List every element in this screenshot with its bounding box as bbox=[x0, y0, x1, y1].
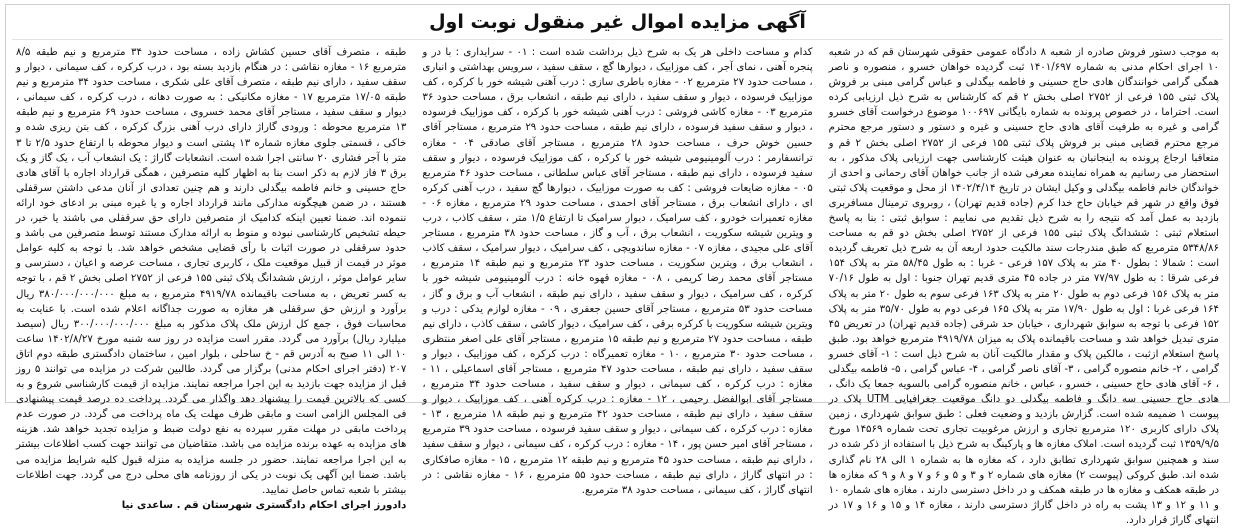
notice-title: آگهی مزایده اموال غیر منقول نوبت اول bbox=[429, 11, 806, 33]
newspaper-notice bbox=[5, 4, 1230, 526]
column-2 bbox=[422, 45, 813, 496]
column-3-text: طبقه ، متصرف آقای حسین کشاش زاده ، مساحت حدود ۳۴ مترمربع و نیم طبقه ۸/۵ مترمربع ۱۶ - مغازه نقاشی : در هنگام بازدید بسته بود ، درب کرکره ، کف سیمانی ، دیوار و سقف سفید ، دارای نیم طبقه ، متصرف آقای علی شکری ، مساحت حدود ۳۴ مترمربع و نیم طبقه ۱۷/۰۵ مترمربع ۱۷ - مغازه مکانیکی : به صورت دهانه ، درب کرکره ، کف سیمانی ، دیوار و سقف سفید ، مستاجر آقای محمد خسروی ، مساحت حدود ۶۹ مترمربع و نیم طبقه ۱۳ مترمربع محوطه : ورودی گاراژ دارای درب آهنی بزرگ کرکره ، کف بتن ریزی شده و خاکی ، قسمتی جلوی مغازه شماره ۱۳ پشتی است و دیوار محوطه با ارتفاع حدود ۲/۵ تا ۳ متر با آجر فشاری ۲۰ سانتی اجرا شده است. انشعابات گاراژ : یک انشعاب آب ، یک گاز و یک برق ۳ فاز لازم به ذکر است بنا به اظهار کلیه متصرفین ، همگی قرارداد اجاره با آقای هادی حاج حسینی و خانم فاطمه بیگدلی دارند و هم چنین تعدادی از آنان مدعی داشتن سرقفلی هستند ، در ضمن هیچگونه مدارکی مانند قرارداد اجاره و یا غیره مبنی بر ادعای خود ارائه ننموده اند. ضمنا تعیین اینکه کدامیک از متصرفین دارای حق سرقفلی می باشند یا خیر، در حیطه تشخیص کارشناسی نبوده و منوط به ارائه مدارک مستند توسط متصرفین می باشد و حدود سرقفلی در صورت اثبات با رأی قضایی مشخص خواهد شد. با توجه به کلیه عوامل موثر در قیمت از قبیل موقعیت ملک ، کاربری تجاری ، مساحت عرصه و اعیان ، دسترسی و سایر عوامل موثر ، ارزش ششدانگ پلاک ثبتی ۱۵۵ فرعی از ۲۷۵۲ اصلی بخش ۲ قم ، با توجه به کسر تعریض ، به مساحت باقیمانده ۴۹۱۹/۷۸ مترمربع ، به مبلغ ۳۸۰/۰۰۰/۰۰۰/۰۰۰ ریال برآورد و ارزش حق سرقفلی هر مغازه به صورت جداگانه اعلام شده است. با عنایت به محاسبات فوق ، جمع کل ارزش ملک پلاک مذکور به مبلغ ۳۰۰/۰۰۰/۰۰۰/۰۰۰ ریال (سیصد میلیارد ریال) برآورد می گردد. مقرر است مزایده در روز سه شنبه مورخ ۱۴۰۲/۸/۲۷ ساعت ۱۰ الی ۱۱ صبح به آدرس قم - خ ساحلی ، بلوار امین ، ساختمان دادگستری طبقه دوم اتاق ۲۰۷ (دفتر اجرای احکام مدنی) برگزار می گردد. طالبین شرکت در مزایده می توانند ۵ روز قبل از مزایده جهت بازدید به این اجرا مراجعه نمایند. مزایده از قیمت کارشناسی شروع و به کسی که بالاترین قیمت را پیشنهاد دهد واگذار می گردد. پرداخت ده درصد قیمت پیشنهادی فی المجلس الزامی است و مابقی ظرف مهلت یک ماه پرداخت می گردد. در صورت عدم پرداخت مابقی در مهلت مقرر سپرده به نفع دولت ضبط و مزایده تجدید خواهد شد. هزینه های مزایده به عهده برنده مزایده می باشد. متقاضیان می توانند جهت کسب اطلاعات بیشتر به این اجرا مراجعه نمایند. حضور در جلسه مزایده به منزله قبول کلیه شرایط مزایده می باشد. ضمنا این آگهی یک نوبت در یکی از روزنامه های محلی درج می گردد. جهت اطلاعات بیشتر با شعبه تماس حاصل نمایید. bbox=[16, 47, 407, 496]
column-2-text: کدام و مساحت داخلی هر یک به شرح ذیل برداشت شده است : ۰۱ - سرایداری : با در و پنجره آهنی ، نمای آجر ، کف موزاییک ، دیوارها گچ ، سقف سفید ، سرویس بهداشتی و انباری ، مساحت حدود ۲۷ مترمربع ۰۲ - مغازه باطری سازی : درب آهنی شیشه خور با کرکره ، کف موزاییک فرسوده ، دیوار و سقف سفید ، دارای نیم طبقه ، انشعاب برق ، مساحت حدود ۳۶ مترمربع ۰۳ - مغازه کاشی فروشی : درب آهنی شیشه خور با کرکره ، کف موزاییک فرسوده ، دیوار و سقف سفید فرسوده ، دارای نیم طبقه ، مساحت حدود ۲۹ مترمربع ، مستاجر آقای حسین خوش حرف ، مساحت حدود ۲۸ مترمربع ، مستاجر آقای صادقی ۰۴ - مغازه ترانسفارمر : درب آلومینیومی شیشه خور با کرکره ، کف موزاییک فرسوده ، دیوار و سقف سفید فرسوده ، دارای نیم طبقه ، مستاجر آقای عباس سلطانی ، مساحت حدود ۴۶ مترمربع ۰۵ - مغازه ضایعات فروشی : کف به صورت موزاییک ، دیوارها گچ سفید ، درب آهنی کرکره ای ، دارای انشعاب برق ، مستاجر آقای احمدی ، مساحت حدود ۲۹ مترمربع ، مغازه ۰۶ - مغازه تعمیرات خودرو ، کف سرامیک ، دیوار سرامیک تا ارتفاع ۱/۵ متر ، سقف کاذب ، درب و ویترین شیشه سکوریت ، انشعاب برق ، آب و گاز ، مساحت حدود ۳۸ مترمربع ، مستاجر آقای علی مجیدی ، مغازه ۰۷ - مغازه ساندویچی ، کف سرامیک ، دیوار سرامیک ، سقف کاذب ، انشعاب برق ، ویترین سکوریت ، مساحت حدود ۲۳ مترمربع و نیم طبقه ۱۴ مترمربع ، مستاجر آقای محمد رضا کریمی ، ۰۸ - مغازه قهوه خانه : درب آلومینیومی شیشه خور با کرکره ، کف سرامیک ، دیوار و سقف سفید ، دارای نیم طبقه ، انشعاب آب و برق و گاز ، مساحت حدود ۵۳ مترمربع ، مستاجر آقای حسین جعفری ، ۰۹ - مغازه لوازم یدکی : درب و ویترین شیشه سکوریت با کرکره برقی ، کف سرامیک ، دیوار کاشی ، سقف کاذب ، دارای نیم طبقه ، مساحت حدود ۲۷ مترمربع و نیم طبقه ۱۵ مترمربع ، مستاجر آقای علی اصغر منتظری ، مساحت حدود ۳۰ مترمربع ، ۱۰ - مغازه تعمیرگاه : درب کرکره ، کف موزاییک ، دیوار و سقف سفید ، دارای نیم طبقه ، مساحت حدود ۴۷ مترمربع ، مستاجر آقای اسماعیلی ، ۱۱ - مغازه : درب کرکره ، کف سیمانی ، دیوار و سقف سفید ، مساحت حدود ۳۴ مترمربع ، مستاجر آقای ابوالفضل رحیمی ، ۱۲ - مغازه : درب کرکره آهنی ، کف موزاییک ، دیوار و سقف سفید ، دارای نیم طبقه ، مساحت حدود ۴۲ مترمربع و نیم طبقه ۱۸ مترمربع ، ۱۳ - مغازه : درب کرکره ، کف سیمانی ، دیوار و سقف سفید فرسوده ، مساحت حدود ۳۹ مترمربع ، مستاجر آقای امیر حسن پور ، ۱۴ - مغازه : درب کرکره ، کف سیمانی ، دیوار و سقف سفید ، دارای نیم طبقه ، مساحت حدود ۴۵ مترمربع و نیم طبقه ۱۲ مترمربع ، ۱۵ - مغازه صافکاری : در انتهای گاراژ ، دارای نیم طبقه ، مساحت حدود ۵۵ مترمربع ، ۱۶ - مغازه نقاشی : در انتهای گاراژ ، کف سیمانی ، مساحت حدود ۳۸ مترمربع. bbox=[422, 47, 813, 496]
column-3 bbox=[16, 45, 407, 511]
title-bar bbox=[12, 5, 1223, 40]
column-1-text: به موجب دستور فروش صادره از شعبه ۸ دادگاه عمومی حقوقی شهرستان قم که در شعبه ۱۰ اجرای احکام مدنی به شماره ۱۴۰۱/۶۹۷ ثبت گردیده خواهان خسرو ، منصوره و ناصر همگی گرامی خوانندگان هادی حاج حسینی و فاطمه بیگدلی و عباس گرامی مبنی بر فروش پلاک ثبتی ۱۵۵ فرعی از ۲۷۵۲ اصلی بخش ۲ قم که کارشناس به شرح ذیل ارزیابی کرده است. احتراما ، در خصوص پرونده به شماره بایگانی ۱۰۰۶۹۷ موضوع درخواست آقای خسرو گرامی و غیره به طرفیت آقای هادی حاج حسینی و غیره و دستور و دستور مرجع محترم مرجع محترم قضایی مبنی بر فروش پلاک ثبتی ۱۵۵ فرعی از ۲۷۵۲ اصلی بخش ۲ قم و متعاقبا ارجاع پرونده به اینجانبان به عنوان هیئت کارشناسی جهت ارزیابی پلاک مذکور ، به استحضار می رسانیم به همراه نماینده معرفی شده از جانب خواهان آقای رحمانی و احدی از خواندگان خانم فاطمه بیگدلی و وکیل ایشان در تاریخ ۱۴۰۲/۴/۱۴ از محل و موقعیت پلاک ثبتی فوق واقع در شهر قم خیابان حاج خدا کرم (جاده قدیم تهران) ، روبروی ترمینال مسافربری بازدید به عمل آمد که نتیجه را به شرح ذیل تقدیم می نماییم : سوابق ثبتی : بنا به پاسخ استعلام ثبتی : ششدانگ پلاک ثبتی ۱۵۵ فرعی از ۲۷۵۲ اصلی بخش دو قم به مساحت ۵۳۴۸/۸۶ مترمربع که طبق مندرجات سند مالکیت حدود اربعه آن به شرح ذیل تعریف گردیده است : شمالا : بطول ۴۰ متر به پلاک ۱۵۷ فرعی - غربا : به طول ۵۸/۴۵ متر به پلاک ۱۵۴ فرعی شرقا : به طول ۷۷/۹۷ متر در جاده ۴۵ متری قدیم تهران جنوبا : اول به طول ۷۰/۱۶ متر به پلاک ۱۵۶ فرعی دوم به طول ۲۰ متر به پلاک ۱۶۳ فرعی سوم به طول ۲۰ متر به پلاک ۱۶۴ فرعی غربا : اول به طول ۱۷/۹۰ متر به پلاک ۱۶۵ فرعی دوم به طول ۳۵/۷۰ متر به پلاک ۱۵۲ فرعی با توجه به سوابق شهرداری ، خیابان حد شرقی (جاده قدیم تهران) در تعریض ۴۵ متری تبدیل خواهد شد و مساحت باقیمانده پلاک به میزان ۴۹۱۹/۷۸ مترمربع خواهد بود. طبق پاسخ استعلام ازثبت ، مالکین پلاک و مقدار مالکیت آنان به شرح ذیل است : ۱- آقای خسرو گرامی ، ۲- خانم منصوره گرامی ، ۳- آقای ناصر گرامی ، ۴- عباس گرامی ، ۵- فاطمه بیگدلی ، ۶- آقای هادی حاج حسینی ، خسرو ، عباس ، خانم منصوره گرامی بالسویه جمعا یک دانگ ، هادی حاج حسینی سه دانگ و فاطمه بیگدلی دو دانگ موقعیت جغرافیایی UTM پلاک در پیوست ۱ ضمیمه شده است. گزارش بازدید و وضعیت فعلی : طبق سوابق شهرداری ، زمین پلاک دارای کاربری ۱۲۰ مترمربع تجاری و ارزش مرغوبیت تجاری تحت شماره ۱۴۵۶۹ مورخ ۱۳۵۹/۹/۵ ثبت گردیده است. املاک مغازه ها و پارکینگ به شرح ذیل با استفاده از ذکر شده در سند و همچنین سوابق شهرداری تطابق دارد ، که مغازه ها به شماره ۱ الی ۲۸ نام گذاری شده اند. طبق کروکی (پیوست ۲) مغازه های شماره ۲ و ۳ و ۵ و ۶ و ۷ و ۸ و ۹ که مغازه ها در طبقه همکف و مغازه ها در طبقه همکف و در داخل دسترسی دارند ، مغازه های شماره ۱۰ و ۱۱ و ۱۲ و ۱۳ پشت به راه در داخل گاراژ دسترسی دارند ، مغازه ۱۴ و ۱۵ و ۱۶ و ۱۷ در انتهای گاراژ قرار دارد. bbox=[828, 47, 1220, 526]
text-columns bbox=[16, 45, 1220, 526]
column-1 bbox=[828, 45, 1220, 526]
signature: دادورز اجرای احکام دادگستری شهرستان قم . ساعدی نیا bbox=[121, 499, 407, 511]
